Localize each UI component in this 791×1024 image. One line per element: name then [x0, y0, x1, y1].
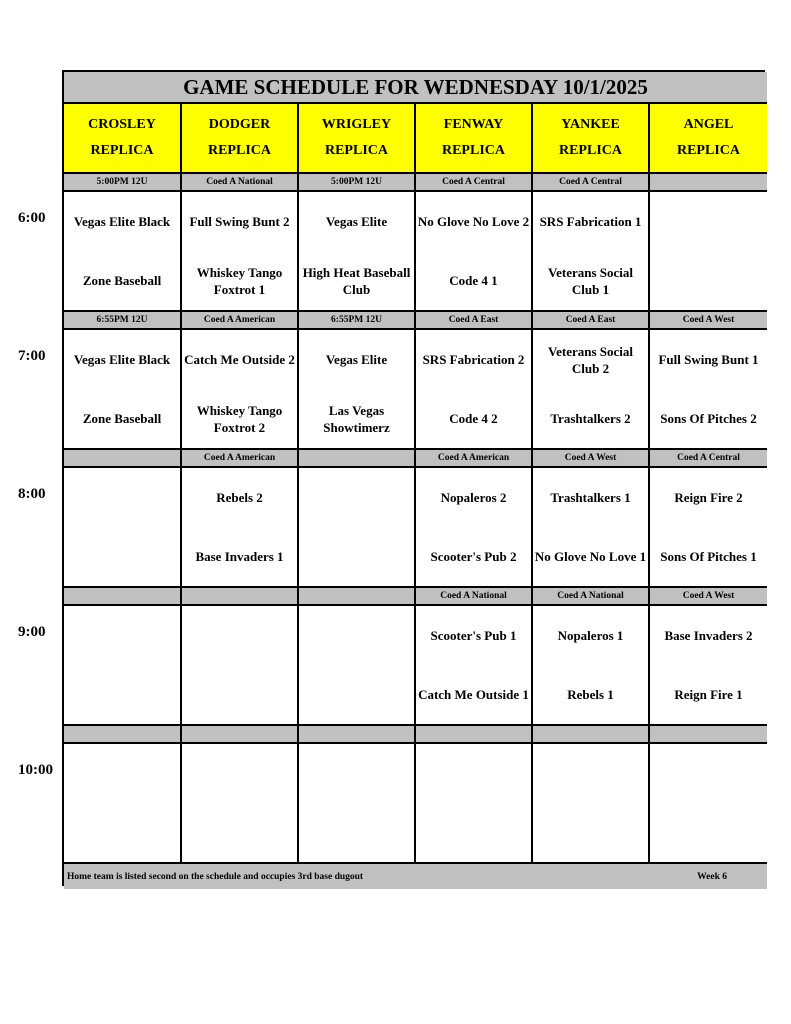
field-header-yankee — [533, 104, 650, 174]
home-team: Scooter's Pub 2 — [430, 549, 517, 564]
field-header-angel — [650, 104, 767, 174]
time-label: 8:00 — [18, 486, 46, 502]
division-label — [299, 726, 416, 744]
field-name: ANGEL — [683, 117, 734, 132]
away-team — [299, 744, 414, 803]
division-label: Coed A National — [182, 174, 299, 192]
home-team: High Heat Baseball Club — [302, 264, 411, 297]
division-label — [64, 450, 182, 468]
home-team: Zone Baseball — [82, 273, 162, 288]
game-cell — [650, 192, 767, 312]
game-cell — [650, 468, 767, 588]
field-header-wrigley — [299, 104, 416, 174]
division-label — [182, 588, 299, 606]
division-label: Coed A Central — [533, 174, 650, 192]
away-team: Scooter's Pub 1 — [430, 628, 517, 643]
game-cell — [416, 606, 533, 726]
away-team: Reign Fire 2 — [674, 490, 743, 505]
game-cell — [182, 744, 299, 864]
home-team: Whiskey Tango Foxtrot 1 — [196, 264, 283, 297]
division-label — [182, 726, 299, 744]
home-team: Sons Of Pitches 2 — [660, 411, 757, 426]
home-team: Las Vegas Showtimerz — [323, 402, 390, 435]
footer-note: Home team is listed second on the schedule and occupies 3rd base dugout — [67, 871, 364, 882]
home-team — [182, 665, 297, 724]
home-team — [650, 803, 767, 862]
game-cell — [416, 744, 533, 864]
time-label: 7:00 — [18, 348, 46, 364]
time-label: 6:00 — [18, 210, 46, 226]
home-team: Veterans Social Club 1 — [547, 264, 634, 297]
away-team — [64, 606, 180, 665]
division-label: Coed A National — [533, 588, 650, 606]
division-label: Coed A West — [650, 588, 767, 606]
away-team: Rebels 2 — [216, 490, 263, 505]
game-cell — [533, 606, 650, 726]
home-team: Whiskey Tango Foxtrot 2 — [196, 402, 283, 435]
away-team — [416, 744, 531, 803]
field-header-dodger — [182, 104, 299, 174]
field-name: CROSLEY — [88, 117, 156, 132]
away-team — [533, 744, 648, 803]
game-cell — [416, 468, 533, 588]
game-cell — [533, 468, 650, 588]
division-label: 6:55PM 12U — [299, 312, 416, 330]
home-team — [299, 665, 414, 724]
away-team: Base Invaders 2 — [664, 628, 753, 643]
division-label: Coed A American — [182, 450, 299, 468]
home-team — [64, 665, 180, 724]
home-team: Code 4 2 — [449, 411, 498, 426]
away-team: Veterans Social Club 2 — [547, 343, 634, 376]
field-sub: REPLICA — [90, 143, 154, 158]
game-cell — [650, 330, 767, 450]
game-cell — [299, 192, 416, 312]
field-header-fenway — [416, 104, 533, 174]
home-team — [64, 527, 180, 586]
home-team: Trashtalkers 2 — [550, 411, 631, 426]
away-team: Nopaleros 2 — [440, 490, 507, 505]
away-team: Nopaleros 1 — [557, 628, 624, 643]
away-team: Full Swing Bunt 1 — [658, 352, 759, 367]
division-label: 5:00PM 12U — [299, 174, 416, 192]
field-sub: REPLICA — [441, 143, 505, 158]
schedule-title: GAME SCHEDULE FOR WEDNESDAY 10/1/2025 — [64, 72, 767, 104]
away-team — [64, 468, 180, 527]
game-cell — [182, 606, 299, 726]
division-label — [650, 174, 767, 192]
field-sub: REPLICA — [324, 143, 388, 158]
game-cell — [64, 744, 182, 864]
home-team: No Glove No Love 1 — [534, 549, 647, 564]
field-header-crosley — [64, 104, 182, 174]
game-cell — [416, 330, 533, 450]
away-team — [64, 744, 180, 803]
home-team — [182, 803, 297, 862]
away-team: No Glove No Love 2 — [417, 214, 530, 229]
division-label: Coed A American — [182, 312, 299, 330]
division-label: Coed A American — [416, 450, 533, 468]
division-label: Coed A East — [533, 312, 650, 330]
division-label — [299, 588, 416, 606]
away-team: SRS Fabrication 1 — [539, 214, 642, 229]
field-sub: REPLICA — [676, 143, 740, 158]
away-team — [650, 744, 767, 803]
home-team — [650, 251, 767, 310]
home-team — [299, 527, 414, 586]
division-label: Coed A West — [650, 312, 767, 330]
away-team: Vegas Elite Black — [73, 214, 171, 229]
time-label: 10:00 — [18, 762, 53, 778]
game-cell — [416, 192, 533, 312]
time-label: 9:00 — [18, 624, 46, 640]
schedule-footer — [64, 864, 767, 889]
game-cell — [64, 468, 182, 588]
away-team — [182, 744, 297, 803]
home-team — [416, 803, 531, 862]
game-cell — [64, 192, 182, 312]
game-cell — [299, 468, 416, 588]
division-label — [533, 726, 650, 744]
home-team: Base Invaders 1 — [195, 549, 284, 564]
schedule-table — [62, 70, 765, 886]
game-cell — [299, 330, 416, 450]
home-team — [533, 803, 648, 862]
division-label — [64, 588, 182, 606]
division-label — [299, 450, 416, 468]
away-team — [650, 192, 767, 251]
field-name: YANKEE — [561, 117, 620, 132]
away-team: Trashtalkers 1 — [550, 490, 631, 505]
game-cell — [533, 744, 650, 864]
away-team: Vegas Elite Black — [73, 352, 171, 367]
division-label: 6:55PM 12U — [64, 312, 182, 330]
division-label: Coed A East — [416, 312, 533, 330]
away-team: Full Swing Bunt 2 — [189, 214, 290, 229]
home-team: Catch Me Outside 1 — [418, 687, 529, 702]
field-sub: REPLICA — [558, 143, 622, 158]
game-cell — [299, 744, 416, 864]
division-label — [650, 726, 767, 744]
game-cell — [182, 192, 299, 312]
away-team — [182, 606, 297, 665]
division-label — [64, 726, 182, 744]
week-label: Week 6 — [697, 871, 727, 882]
game-cell — [182, 330, 299, 450]
home-team: Rebels 1 — [567, 687, 614, 702]
home-team: Sons Of Pitches 1 — [660, 549, 757, 564]
division-label — [416, 726, 533, 744]
home-team: Reign Fire 1 — [674, 687, 743, 702]
away-team — [299, 468, 414, 527]
game-cell — [299, 606, 416, 726]
field-name: WRIGLEY — [321, 117, 392, 132]
away-team: SRS Fabrication 2 — [422, 352, 525, 367]
away-team: Catch Me Outside 2 — [184, 352, 295, 367]
away-team — [299, 606, 414, 665]
game-cell — [650, 744, 767, 864]
division-label: Coed A National — [416, 588, 533, 606]
home-team: Zone Baseball — [82, 411, 162, 426]
home-team: Code 4 1 — [449, 273, 498, 288]
division-label: Coed A West — [533, 450, 650, 468]
game-cell — [182, 468, 299, 588]
away-team: Vegas Elite — [325, 352, 388, 367]
home-team — [64, 803, 180, 862]
game-cell — [650, 606, 767, 726]
away-team: Vegas Elite — [325, 214, 388, 229]
home-team — [299, 803, 414, 862]
division-label: 5:00PM 12U — [64, 174, 182, 192]
game-cell — [64, 606, 182, 726]
field-name: FENWAY — [443, 117, 504, 132]
game-cell — [64, 330, 182, 450]
game-cell — [533, 192, 650, 312]
game-cell — [533, 330, 650, 450]
field-sub: REPLICA — [207, 143, 271, 158]
division-label: Coed A Central — [416, 174, 533, 192]
field-name: DODGER — [208, 117, 271, 132]
division-label: Coed A Central — [650, 450, 767, 468]
